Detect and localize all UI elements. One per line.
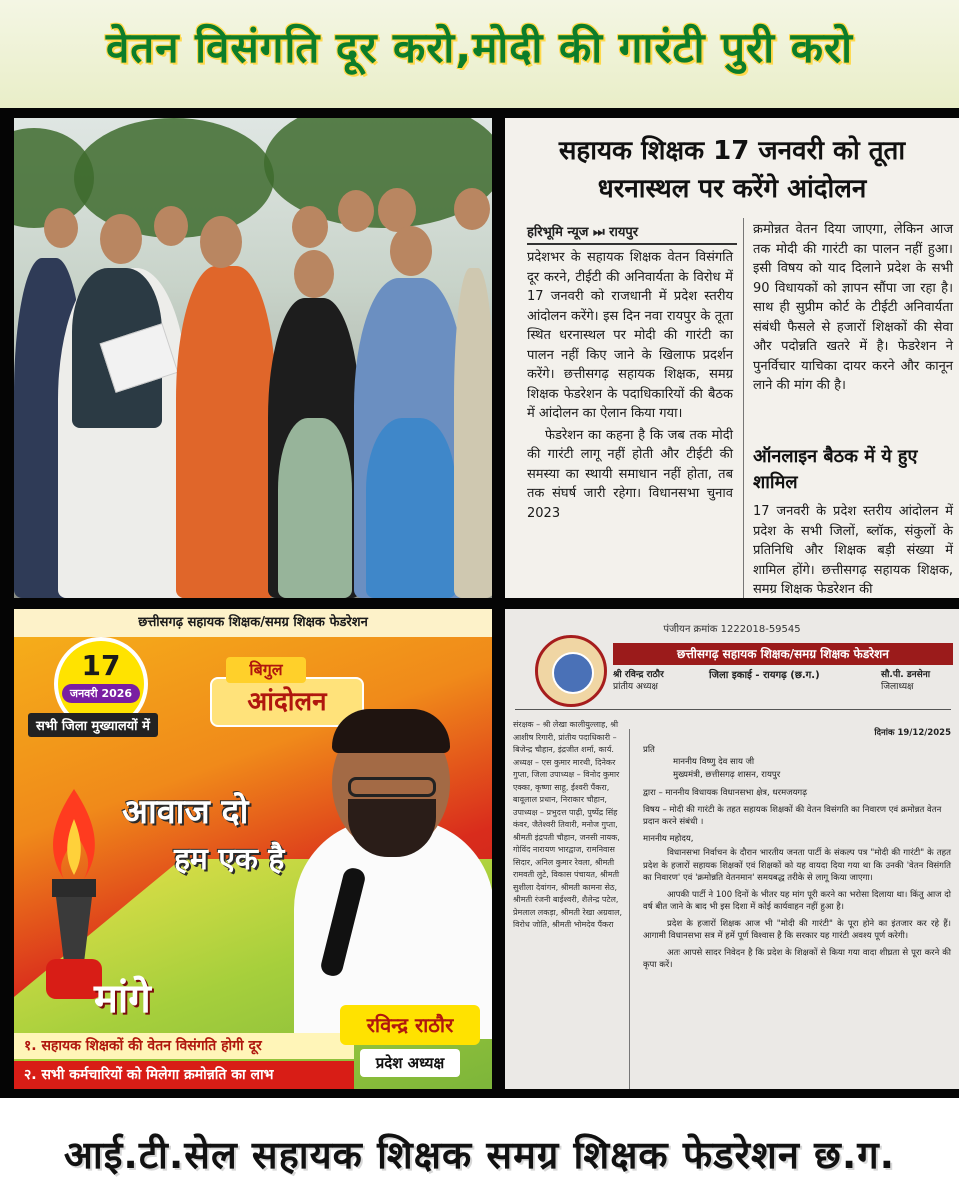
article-column-1: [527, 248, 733, 523]
person: [366, 418, 456, 598]
letter-president-title: प्रांतीय अध्यक्ष: [613, 682, 658, 692]
poster-andolan-label: आंदोलन: [210, 677, 364, 727]
letter-side-list: संरक्षक – श्री लेखा कालीयुल्लाह, श्री आशीष रिगारी, प्रांतीय पदाधिकारी – बिजेन्द्र चौहान, इंद्रजीत शर्मा, कार्य. अध्यक्ष – एस कुमार मारथी, दिनेकर गुप्ता, जिला उपाध्यक्ष – विनोद कुमार एक्का, कृष्णा साहू, ईश्वरी पैंकरा, बावूलाल प्रधान, निराकार चौहान, उपाध्यक्ष – प्रभुदत्त पाढ़ी, पुष्पेंद्र सिंह कंवर, जैतेश्वरी तिवारी, मनोज गुप्ता, श्रीमती इंद्रपती चौहान, जनसी नायक, गोविंद नारायण भारद्वाज, रामनिवास सिदार, अनिल कुमार रेवला, श्रीमती रामवती लुटे, विकास पंचायत, श्रीमती सुशीला देवांगन, श्रीमती कामना सेठ, श्रीमती रंजनी बाईश्वरी, शैलेन्द्र पटेल, प्रेमलाल लकड़ा, श्रीमती रेखा अग्रवाल, विरोध जोति, श्रीमती भोमदेव पैंकरा: [513, 720, 623, 929]
person-head: [200, 216, 242, 268]
protest-poster: [14, 609, 492, 1089]
letter-district-unit: जिला इकाई - रायगढ़ (छ.ग.): [709, 670, 820, 681]
top-banner: [0, 0, 959, 108]
article-subhead: ऑनलाइन बैठक में ये हुए शामिल: [753, 446, 918, 493]
headline-line-2: धरनास्थल पर करेंगे आंदोलन: [597, 174, 867, 204]
bottom-banner: [0, 1098, 959, 1200]
letter-officials: [613, 667, 953, 697]
poster-leader-post: प्रदेश अध्यक्ष: [360, 1049, 460, 1077]
poster-date-day: 17: [81, 649, 121, 682]
column-divider: [743, 218, 744, 598]
poster-demands-title: मांगे: [94, 976, 151, 1022]
headline-line-1: सहायक शिक्षक 17 जनवरी को तूता: [558, 136, 906, 166]
person-head: [154, 206, 188, 246]
footer-title: आई.टी.सेल सहायक शिक्षक समग्र शिक्षक फेडरेशन छ.ग.: [63, 1133, 896, 1177]
article-para: फेडरेशन का कहना है कि जब तक मोदी की गारंटी लागू नहीं होती और टीईटी की समस्या का स्थायी समाधान नहीं होता, तब तक संघर्ष जारी रहेगा। विधानसभा चुनाव 2023: [527, 427, 733, 521]
article-para: प्रदेशभर के सहायक शिक्षक वेतन विसंगति दूर करने, टीईटी की अनिवार्यता के विरोध में 17 जनवरी को राजधानी में प्रदेश स्तरीय आंदोलन करेंगे। इस दिन नवा रायपुर के तूता स्थित धरनास्थल पर मोदी की गारंटी का पालन नहीं किए जाने के खिलाफ प्रदर्शन करेंगे। छत्तीसगढ़ सहायक शिक्षक, समग्र शिक्षक फेडरेशन के पदाधिकारियों की बैठक में आंदोलन का ऐलान किया गया।: [527, 250, 733, 421]
banner-title: वेतन विसंगति दूर करो,मोदी की गारंटी पुरी करो: [105, 23, 854, 72]
poster-org-name: छत्तीसगढ़ सहायक शिक्षक/समग्र शिक्षक फेडरेशन: [14, 609, 492, 637]
article-para: क्रमोन्नत वेतन दिया जाएगा, लेकिन आज तक मोदी की गारंटी का पालन नहीं हुआ। इसी विषय को याद दिलाने प्रदेश के सभी 90 विधायकों को ज्ञापन सौंपा जा रहा है। साथ ही सुप्रीम कोर्ट के टीईटी अनिवार्यता संबंधी फैसले से हजारों शिक्षकों की सेवा और पदोन्नति खतरे में है। फेडरेशन ने पुनर्विचार याचिका दायर करने और कानून लाने की मांग की है।: [753, 222, 953, 393]
letter-secretary: सौ.पी. डनसेना: [881, 670, 931, 680]
poster-districts-label: सभी जिला मुख्यालयों में: [28, 713, 158, 737]
leader-glasses: [348, 777, 436, 797]
article-para: 17 जनवरी के प्रदेश स्तरीय आंदोलन में प्रदेश के सभी जिलों, ब्लॉक, संकुलों के प्रतिनिधि और शिक्षक बड़ी संख्या में शामिल होंगे। छत्तीसगढ़ सहायक शिक्षक, समग्र शिक्षक फेडरेशन की: [753, 504, 953, 597]
person-head: [338, 190, 374, 232]
letter-body: [643, 727, 951, 972]
poster-leader-name: रविन्द्र राठौर: [340, 1005, 480, 1045]
article-column-2b: [753, 502, 953, 598]
logo-ring: [552, 652, 594, 694]
letter-salutation: माननीय महोदय,: [643, 833, 694, 844]
article-column-2: [753, 220, 953, 396]
poster-bigul-label: बिगुल: [226, 657, 306, 683]
person-head: [294, 250, 334, 298]
person-head: [390, 226, 432, 276]
person-head: [292, 206, 328, 248]
poster-demand-2: २. सभी कर्मचारियों को मिलेगा क्रमोन्नति का लाभ: [14, 1061, 354, 1089]
federation-logo-icon: [535, 635, 607, 707]
letter-para-1: विधानसभा निर्वाचन के दौरान भारतीय जनता पार्टी के संकल्प पत्र "मोदी की गारंटी" के तहत प्रदेश के हजारों सहायक शिक्षकों एवं शिक्षकों को यह वायदा दिया गया था कि उनकी 'वेतन विसंगति का निवारण' एवं 'क्रमोन्नति वेतनमान' समयबद्ध तरीके से लागू किया जाएगा।: [643, 848, 951, 883]
leader-hair: [332, 709, 450, 753]
person: [176, 266, 276, 598]
newspaper-headline: [505, 132, 959, 208]
person-head: [100, 214, 142, 264]
person-head: [44, 208, 78, 248]
letter-registration: पंजीयन क्रमांक 1222018-59545: [663, 624, 801, 635]
official-letter: [505, 609, 959, 1089]
letter-addressee-2: मुख्यमंत्री, छत्तीसगढ़ शासन, रायपुर: [673, 769, 781, 780]
group-photo: [14, 118, 492, 598]
person-head: [454, 188, 490, 230]
letter-para-3: प्रदेश के हजारों शिक्षक आज भी "मोदी की गारंटी" के पूरा होने का इंतजार कर रहे हैं। आगामी विधानसभा सत्र में हमें पूर्ण विश्वास है कि सरकार यह गारंटी अवश्य पूर्ण करेगी।: [643, 918, 951, 941]
letter-side-divider: [629, 729, 630, 1089]
poster-slogan-1: आवाज दो: [122, 792, 249, 832]
letter-addressee-1: माननीय विष्णु देव साय जी: [673, 757, 755, 767]
letter-header-rule: [515, 709, 951, 710]
letter-para-2: आपकी पार्टी ने 100 दिनों के भीतर यह मांग पूरी करने का भरोसा दिलाया था। किंतु आज दो वर्ष बीत जाने के बाद भी इस दिशा में कोई कार्यवाहन नहीं हुआ है।: [643, 889, 951, 912]
letter-para-4: अतः आपसे सादर निवेदन है कि प्रदेश के शिक्षकों से किया गया वादा शीघ्रता से पूरा करने की कृपा करें।: [643, 947, 951, 970]
letter-president: श्री रविन्द्र राठौर: [613, 670, 664, 680]
newspaper-byline: हरिभूमि न्यूज ⏭ रायपुर: [527, 222, 737, 245]
letter-to: प्रति: [643, 744, 655, 755]
newspaper-clipping: [505, 118, 959, 598]
letter-via: द्वारा – माननीय विधायक विधानसभा क्षेत्र, धरमजयगढ़: [643, 788, 807, 798]
poster-date-month: जनवरी 2026: [62, 684, 140, 703]
letter-date: दिनांक 19/12/2025: [874, 728, 951, 738]
person: [454, 268, 492, 598]
letter-subject: विषय – मोदी की गारंटी के तहत सहायक शिक्षकों की वेतन विसंगति का निवारण एवं क्रमोन्नत वेतन प्रदान करने संबंधी ।: [643, 804, 942, 827]
poster-demand-1: १. सहायक शिक्षकों की वेतन विसंगति होगी दूर: [14, 1033, 354, 1059]
letter-secretary-title: जिलाध्यक्ष: [881, 682, 914, 692]
poster-slogan-2: हम एक है: [174, 842, 285, 877]
person: [278, 418, 352, 598]
letter-org-head: छत्तीसगढ़ सहायक शिक्षक/समग्र शिक्षक फेडरेशन: [613, 643, 953, 665]
